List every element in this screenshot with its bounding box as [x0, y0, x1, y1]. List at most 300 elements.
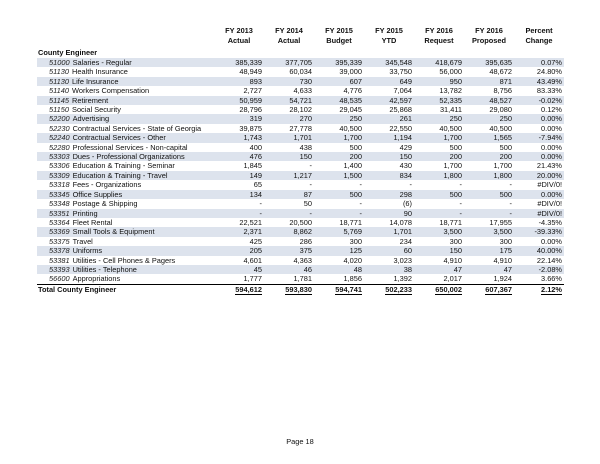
line-item-label [37, 96, 214, 105]
cell-value: 17,955 [489, 217, 512, 227]
cell-value: 4,776 [343, 86, 362, 96]
cell-value: 56,000 [439, 67, 462, 77]
line-item-name: Life Insurance [72, 76, 119, 86]
account-code: 52240 [49, 133, 70, 143]
table-row [37, 143, 564, 152]
cell-value: - [509, 199, 512, 209]
cell-value: 1,700 [493, 161, 512, 171]
account-code: 51145 [49, 95, 70, 105]
cell-value: 3,500 [464, 227, 514, 236]
column-header-line2: Change [525, 36, 553, 45]
cell-value: 21.43% [536, 161, 562, 171]
cell-value: 134 [214, 190, 264, 199]
cell-value: 1,701 [364, 227, 414, 236]
account-code: 51000 [49, 58, 70, 67]
line-item-name: Postage & Shipping [72, 199, 138, 209]
cell-value: 377,705 [264, 58, 314, 67]
cell-value: 1,194 [364, 133, 414, 142]
column-header-line1: FY 2016 [475, 26, 503, 35]
cell-value: 3,023 [393, 255, 412, 265]
line-item-name: Dues - Professional Organizations [72, 152, 185, 162]
cell-value: 261 [364, 114, 414, 123]
account-code: 51140 [49, 86, 70, 96]
cell-value: 300 [349, 236, 362, 246]
total-cell [214, 284, 264, 295]
cell-value: 40.00% [514, 246, 564, 255]
table-row [37, 96, 564, 105]
cell-value: 319 [214, 114, 264, 123]
cell-value: #DIV/0! [537, 199, 562, 209]
line-item-name: Contractual Services - State of Georgia [72, 123, 202, 133]
cell-value: 4,020 [343, 255, 362, 265]
table-row [37, 124, 564, 133]
table-row [37, 190, 564, 199]
cell-value: 1,743 [214, 133, 264, 142]
total-value: 594,612 [235, 285, 262, 295]
cell-value: 48 [314, 265, 364, 274]
account-code: 53345 [49, 189, 70, 199]
account-code: 51130 [49, 67, 70, 77]
cell-value: 500 [414, 190, 464, 199]
cell-value: 65 [253, 180, 262, 190]
line-item-name: Uniforms [72, 246, 103, 256]
cell-value: 54,721 [264, 96, 314, 105]
total-row [37, 284, 564, 295]
cell-value: - [309, 180, 312, 190]
line-item-name: Appropriations [72, 274, 121, 284]
line-item-label [37, 171, 214, 180]
cell-value: 4,601 [243, 255, 262, 265]
cell-value: 149 [214, 171, 264, 180]
cell-value: 38 [364, 265, 414, 274]
cell-value: 20,500 [289, 217, 312, 227]
cell-value: 29,045 [339, 105, 362, 115]
table-row [37, 199, 564, 208]
cell-value: 234 [399, 236, 412, 246]
cell-value: 27,778 [289, 123, 312, 133]
cell-value: 150 [264, 152, 314, 161]
account-code: 52200 [49, 114, 70, 124]
table-row [37, 246, 564, 255]
cell-value: 500 [314, 190, 364, 199]
line-item-label [37, 114, 214, 123]
line-item-name: Education & Training - Seminar [72, 161, 175, 171]
line-item-label [37, 161, 214, 170]
account-code: 53369 [49, 227, 70, 237]
table-row [37, 133, 564, 142]
line-item-name: Professional Services - Non-capital [72, 142, 188, 152]
cell-value: 286 [299, 236, 312, 246]
cell-value: 500 [464, 190, 514, 199]
column-header-line2: Request [424, 36, 454, 45]
column-header [364, 26, 414, 48]
cell-value: 45 [214, 265, 264, 274]
cell-value: 48,672 [489, 67, 512, 77]
cell-value: 1,400 [343, 161, 362, 171]
column-header [264, 26, 314, 48]
cell-value: 834 [364, 171, 414, 180]
cell-value: 250 [314, 114, 364, 123]
line-item-name: Advertising [72, 114, 110, 124]
total-value: 607,367 [485, 285, 512, 295]
cell-value: 1,217 [264, 171, 314, 180]
cell-value: - [259, 199, 262, 209]
cell-value: 22,550 [389, 123, 412, 133]
cell-value: 5,769 [314, 227, 364, 236]
cell-value: 2,371 [214, 227, 264, 236]
cell-value: 0.12% [541, 105, 562, 115]
cell-value: 90 [364, 209, 414, 218]
cell-value: 1,700 [414, 133, 464, 142]
table-row [37, 227, 564, 236]
cell-value: 345,548 [364, 58, 414, 67]
line-item-name: Fees - Organizations [72, 180, 142, 190]
table-row [37, 218, 564, 227]
cell-value: 1,500 [314, 171, 364, 180]
cell-value: 87 [264, 190, 314, 199]
cell-value: 39,875 [239, 123, 262, 133]
cell-value: 893 [214, 77, 264, 86]
line-item-name: Workers Compensation [72, 86, 150, 96]
cell-value: 476 [214, 152, 264, 161]
cell-value: 1,700 [314, 133, 364, 142]
account-code: 52230 [49, 123, 70, 133]
line-item-name: Utilities - Cell Phones & Pagers [72, 255, 176, 265]
cell-value: #DIV/0! [514, 209, 564, 218]
cell-value: 46 [264, 265, 314, 274]
column-header-line1: FY 2015 [375, 26, 403, 35]
cell-value: -39.33% [514, 227, 564, 236]
line-item-name: Salaries - Regular [72, 58, 132, 67]
table-row [37, 77, 564, 86]
cell-value: 250 [414, 114, 464, 123]
cell-value: 438 [299, 142, 312, 152]
cell-value: -0.02% [514, 96, 564, 105]
column-header-line1: Percent [525, 26, 553, 35]
cell-value: 8,756 [493, 86, 512, 96]
cell-value: 28,102 [289, 105, 312, 115]
account-code: 51150 [49, 105, 70, 115]
cell-value: 4,910 [493, 255, 512, 265]
cell-value: 1,701 [264, 133, 314, 142]
cell-value: 607 [314, 77, 364, 86]
cell-value: 200 [414, 152, 464, 161]
table-row [37, 161, 564, 170]
account-code: 53351 [49, 208, 70, 218]
total-value: 650,002 [435, 285, 462, 295]
cell-value: 375 [264, 246, 314, 255]
line-item-label [37, 274, 214, 284]
cell-value: 18,771 [439, 217, 462, 227]
line-item-label [37, 256, 214, 265]
cell-value: 3.66% [541, 274, 562, 284]
cell-value: 22.14% [536, 255, 562, 265]
cell-value: 18,771 [339, 217, 362, 227]
total-value: 594,741 [335, 285, 362, 295]
cell-value: 730 [264, 77, 314, 86]
account-code: 53309 [49, 170, 70, 180]
cell-value: 430 [399, 161, 412, 171]
total-value: 593,830 [285, 285, 312, 295]
line-item-label [37, 246, 214, 255]
cell-value: 1,856 [343, 274, 362, 284]
cell-value: 400 [249, 142, 262, 152]
section-title: County Engineer [38, 48, 98, 58]
account-code: 53393 [49, 264, 70, 274]
cell-value: 48,949 [239, 67, 262, 77]
total-label: Total County Engineer [37, 284, 214, 295]
cell-value: 1,392 [393, 274, 412, 284]
cell-value: - [359, 180, 362, 190]
cell-value: 0.00% [514, 190, 564, 199]
line-item-label [37, 105, 214, 114]
cell-value: 1,924 [493, 274, 512, 284]
total-cell [464, 284, 514, 295]
cell-value: 300 [449, 236, 462, 246]
total-value: 502,233 [385, 285, 412, 295]
cell-value: 4,633 [293, 86, 312, 96]
cell-value: 500 [499, 142, 512, 152]
cell-value: -4.35% [538, 217, 562, 227]
cell-value: 395,635 [464, 58, 514, 67]
cell-value: 14,078 [389, 217, 412, 227]
table-row [37, 105, 564, 114]
cell-value: 1,800 [464, 171, 514, 180]
cell-value: 300 [499, 236, 512, 246]
account-code: 53303 [49, 152, 70, 162]
account-code: 53381 [49, 255, 70, 265]
cell-value: 7,064 [393, 86, 412, 96]
cell-value: 13,782 [439, 86, 462, 96]
cell-value: 200 [464, 152, 514, 161]
column-header-line2: Actual [277, 36, 301, 45]
cell-value: - [314, 209, 364, 218]
cell-value: 47 [464, 265, 514, 274]
cell-value: 250 [464, 114, 514, 123]
header-row [37, 26, 564, 48]
line-item-label [37, 209, 214, 218]
total-value: 2.12% [541, 285, 562, 295]
column-header-line2: Actual [227, 36, 251, 45]
cell-value: 418,679 [414, 58, 464, 67]
line-item-label [37, 227, 214, 236]
cell-value: 29,080 [489, 105, 512, 115]
cell-value: 40,500 [339, 123, 362, 133]
column-header [414, 26, 464, 48]
line-item-name: Utilities - Telephone [72, 264, 137, 274]
account-code: 53348 [49, 199, 70, 209]
line-item-name: Social Security [72, 105, 121, 115]
cell-value: - [359, 199, 362, 209]
line-item-name: Retirement [72, 95, 109, 105]
line-item-label [37, 218, 214, 227]
account-code: 51130 [49, 76, 70, 86]
line-item-name: Office Supplies [72, 189, 123, 199]
cell-value: 50,959 [214, 96, 264, 105]
column-header [464, 26, 514, 48]
cell-value: 60,034 [289, 67, 312, 77]
line-item-label [37, 180, 214, 189]
cell-value: 125 [314, 246, 364, 255]
account-code: 53318 [49, 180, 70, 190]
cell-value: 395,339 [314, 58, 364, 67]
table-row [37, 86, 564, 95]
cell-value: 31,411 [439, 105, 462, 115]
account-code: 52280 [49, 142, 70, 152]
column-header-line2: Budget [326, 36, 352, 45]
column-header-line1: FY 2015 [325, 26, 353, 35]
cell-value: 0.00% [541, 142, 562, 152]
table-row [37, 58, 564, 67]
cell-value: 83.33% [536, 86, 562, 96]
line-item-label [37, 77, 214, 86]
account-code: 56600 [49, 274, 70, 284]
cell-value: 3,500 [414, 227, 464, 236]
cell-value: 42,597 [364, 96, 414, 105]
cell-value: - [414, 209, 464, 218]
cell-value: (6) [402, 199, 412, 209]
cell-value: 20.00% [514, 171, 564, 180]
cell-value: 22,521 [239, 217, 262, 227]
table-row [37, 152, 564, 161]
line-item-name: Printing [72, 208, 98, 218]
line-item-label [37, 237, 214, 246]
account-code: 53375 [49, 236, 70, 246]
cell-value: 649 [364, 77, 414, 86]
cell-value: 1,700 [443, 161, 462, 171]
line-item-label [37, 265, 214, 274]
line-item-name: Health Insurance [72, 67, 128, 77]
cell-value: 2,727 [243, 86, 262, 96]
cell-value: 40,500 [489, 123, 512, 133]
cell-value: 0.00% [514, 152, 564, 161]
cell-value: 24.80% [536, 67, 562, 77]
total-cell [314, 284, 364, 295]
cell-value: 8,862 [264, 227, 314, 236]
table-row [37, 265, 564, 274]
page-number: Page 18 [286, 437, 314, 446]
total-cell [264, 284, 314, 295]
cell-value: - [309, 161, 312, 171]
cell-value: 40,500 [439, 123, 462, 133]
cell-value: -7.94% [514, 133, 564, 142]
cell-value: #DIV/0! [537, 180, 562, 190]
column-header-line2: YTD [381, 36, 397, 45]
cell-value: 1,565 [464, 133, 514, 142]
cell-value: 1,777 [243, 274, 262, 284]
table-row [37, 67, 564, 76]
line-item-label [37, 133, 214, 142]
cell-value: - [509, 180, 512, 190]
cell-value: 25,868 [389, 105, 412, 115]
total-cell [414, 284, 464, 295]
cell-value: 950 [414, 77, 464, 86]
cell-value: 270 [264, 114, 314, 123]
column-header [314, 26, 364, 48]
cell-value: 429 [399, 142, 412, 152]
line-item-label [37, 152, 214, 161]
cell-value: 0.07% [514, 58, 564, 67]
table-row [37, 237, 564, 246]
column-header [214, 26, 264, 48]
cell-value: 50 [303, 199, 312, 209]
total-cell [364, 284, 414, 295]
cell-value: 200 [314, 152, 364, 161]
budget-table [37, 26, 564, 295]
line-item-label [37, 67, 214, 76]
cell-value: - [459, 180, 462, 190]
cell-value: 52,335 [414, 96, 464, 105]
cell-value: - [264, 209, 314, 218]
cell-value: 48,527 [464, 96, 514, 105]
cell-value: 0.00% [541, 123, 562, 133]
table-row [37, 209, 564, 218]
line-item-label [37, 58, 214, 67]
cell-value: 0.00% [514, 114, 564, 123]
cell-value: 205 [214, 246, 264, 255]
table-header [37, 26, 564, 48]
line-item-name: Education & Training - Travel [72, 170, 168, 180]
table-row [37, 180, 564, 189]
cell-value: 1,800 [414, 171, 464, 180]
cell-value: 48,535 [314, 96, 364, 105]
cell-value: 43.49% [514, 77, 564, 86]
cell-value: 33,750 [389, 67, 412, 77]
line-item-label [37, 86, 214, 95]
line-item-label [37, 124, 214, 133]
cell-value: 385,339 [214, 58, 264, 67]
cell-value: - [409, 180, 412, 190]
cell-value: - [459, 199, 462, 209]
section-title-row [37, 48, 564, 58]
cell-value: 298 [364, 190, 414, 199]
table-row [37, 256, 564, 265]
cell-value: 39,000 [339, 67, 362, 77]
cell-value: 150 [414, 246, 464, 255]
cell-value: - [464, 209, 514, 218]
table-row [37, 171, 564, 180]
cell-value: 500 [349, 142, 362, 152]
column-header-line1: FY 2013 [225, 26, 253, 35]
cell-value: 0.00% [541, 236, 562, 246]
cell-value: 2,017 [443, 274, 462, 284]
column-header-line1: FY 2014 [275, 26, 303, 35]
cell-value: - [214, 209, 264, 218]
cell-value: 150 [364, 152, 414, 161]
cell-value: 175 [464, 246, 514, 255]
column-header [514, 26, 564, 48]
line-item-name: Small Tools & Equipment [72, 227, 155, 237]
line-item-name: Travel [72, 236, 93, 246]
cell-value: 425 [249, 236, 262, 246]
line-item-label [37, 143, 214, 152]
column-header-line1: FY 2016 [425, 26, 453, 35]
cell-value: 871 [464, 77, 514, 86]
cell-value: 47 [414, 265, 464, 274]
cell-value: 500 [449, 142, 462, 152]
cell-value: 60 [364, 246, 414, 255]
account-code: 53306 [49, 161, 70, 171]
line-item-name: Contractual Services - Other [72, 133, 166, 143]
cell-value: 1,781 [293, 274, 312, 284]
line-item-label [37, 190, 214, 199]
cell-value: 4,363 [293, 255, 312, 265]
line-item-label [37, 199, 214, 208]
table-row [37, 114, 564, 123]
cell-value: 4,910 [443, 255, 462, 265]
account-code: 53364 [49, 217, 70, 227]
cell-value: 28,796 [239, 105, 262, 115]
